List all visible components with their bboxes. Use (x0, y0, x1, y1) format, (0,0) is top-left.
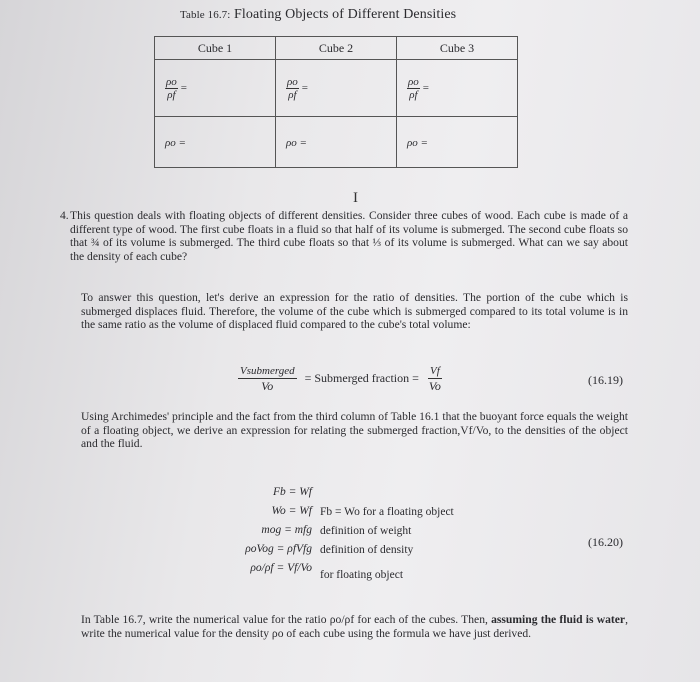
table-caption (180, 7, 456, 23)
ratio-equals: = (180, 82, 187, 94)
ratio-fraction (286, 76, 299, 101)
rhs-numerator: Vf (430, 365, 440, 377)
ratio-equals: = (422, 82, 429, 94)
caption-title: Floating Objects of Different Densities (234, 7, 457, 22)
instructions-paragraph (81, 613, 628, 640)
question-4 (60, 209, 628, 263)
eq-line-ratio: ρo/ρf = Vf/Vo (250, 562, 312, 574)
instructions-part-2: , write the numerical value for the density ρo of each cube using the formula we have just derived. (81, 613, 628, 640)
instructions-part-1: In Table 16.7, write the numerical value for the ratio ρo/ρf for each of the cubes. Then, (81, 613, 492, 626)
ratio-fraction (407, 76, 420, 101)
ratio-numerator: ρo (166, 75, 177, 88)
lhs-denominator: Vo (261, 379, 274, 393)
note-floating: Fb = Wo for a floating object (320, 506, 454, 518)
eq-line-buoyant: Fb = Wf (272, 486, 312, 498)
density-cell-cube-1[interactable] (155, 117, 276, 168)
density-cell-cube-2[interactable] (276, 117, 397, 168)
density-label: ρo = (165, 136, 186, 149)
question-number: 4. (60, 209, 69, 222)
instructions-bold: assuming the fluid is water (491, 613, 626, 626)
volume-ratio-fraction (427, 364, 443, 393)
table-header-row (155, 37, 518, 60)
caption-lead: Table 16.7: (180, 9, 231, 21)
equation-number-16-19: (16.19) (588, 373, 623, 387)
ratio-cell-cube-3[interactable] (397, 60, 518, 117)
ratio-denominator: ρf (167, 88, 176, 101)
header-cube-2: Cube 2 (276, 37, 397, 60)
ratio-denominator: ρf (409, 88, 418, 101)
note-weight: definition of weight (320, 525, 412, 537)
density-label: ρo = (407, 136, 428, 149)
eq-line-weight: Wo = Wf (271, 505, 312, 517)
equation-number-16-20: (16.20) (588, 535, 623, 549)
ratio-row (155, 60, 518, 117)
equation-middle-text: = Submerged fraction = (304, 371, 419, 385)
eq-line-density: ρoVog = ρfVfg (245, 543, 312, 555)
ratio-cell-cube-2[interactable] (276, 60, 397, 117)
ratio-numerator: ρo (287, 75, 298, 88)
question-text: This question deals with floating objects of different densities. Consider three cubes of wood. Each cube is made of a different type of wood. The first cube floats in a fluid so that half of its volume is submerged. The second cube floats so that ¾ of its volume is submerged. The third cube floats so that ⅓ of its volume is submerged. What can we say about the density of each cube? (70, 209, 628, 263)
eq-line-mass: mog = mfg (261, 524, 312, 536)
note-density: definition of density (320, 544, 414, 556)
submerged-volume-fraction (238, 364, 297, 393)
equation-16-19 (238, 364, 443, 393)
header-cube-3: Cube 3 (397, 37, 518, 60)
ratio-equals: = (301, 82, 308, 94)
header-cube-1: Cube 1 (155, 37, 276, 60)
ratio-denominator: ρf (288, 88, 297, 101)
ratio-numerator: ρo (408, 75, 419, 88)
note-floating-object: for floating object (320, 569, 404, 581)
lhs-numerator: Vsubmerged (240, 365, 295, 377)
rhs-denominator: Vo (428, 379, 441, 393)
density-cell-cube-3[interactable] (397, 117, 518, 168)
density-label: ρo = (286, 136, 307, 149)
ratio-cell-cube-1[interactable] (155, 60, 276, 117)
equation-16-20-notes (320, 506, 454, 588)
ratio-fraction (165, 76, 178, 101)
text-cursor-icon: I (353, 190, 358, 206)
derive-paragraph: To answer this question, let's derive an expression for the ratio of densities. The portion of the cube which is submerged displaces fluid. Therefore, the volume of the cube which is submerged compared to its total volume is in the same ratio as the volume of displaced fluid compared to the cube's total volume: (81, 291, 628, 331)
archimedes-paragraph: Using Archimedes' principle and the fact from the third column of Table 16.1 that the buoyant force equals the weight of a floating object, we derive an expression for relating the submerged fraction,Vf/Vo, to the densities of the object and the fluid. (81, 410, 628, 450)
density-row (155, 117, 518, 168)
equation-16-20-lines (212, 486, 312, 581)
densities-table (154, 36, 518, 168)
